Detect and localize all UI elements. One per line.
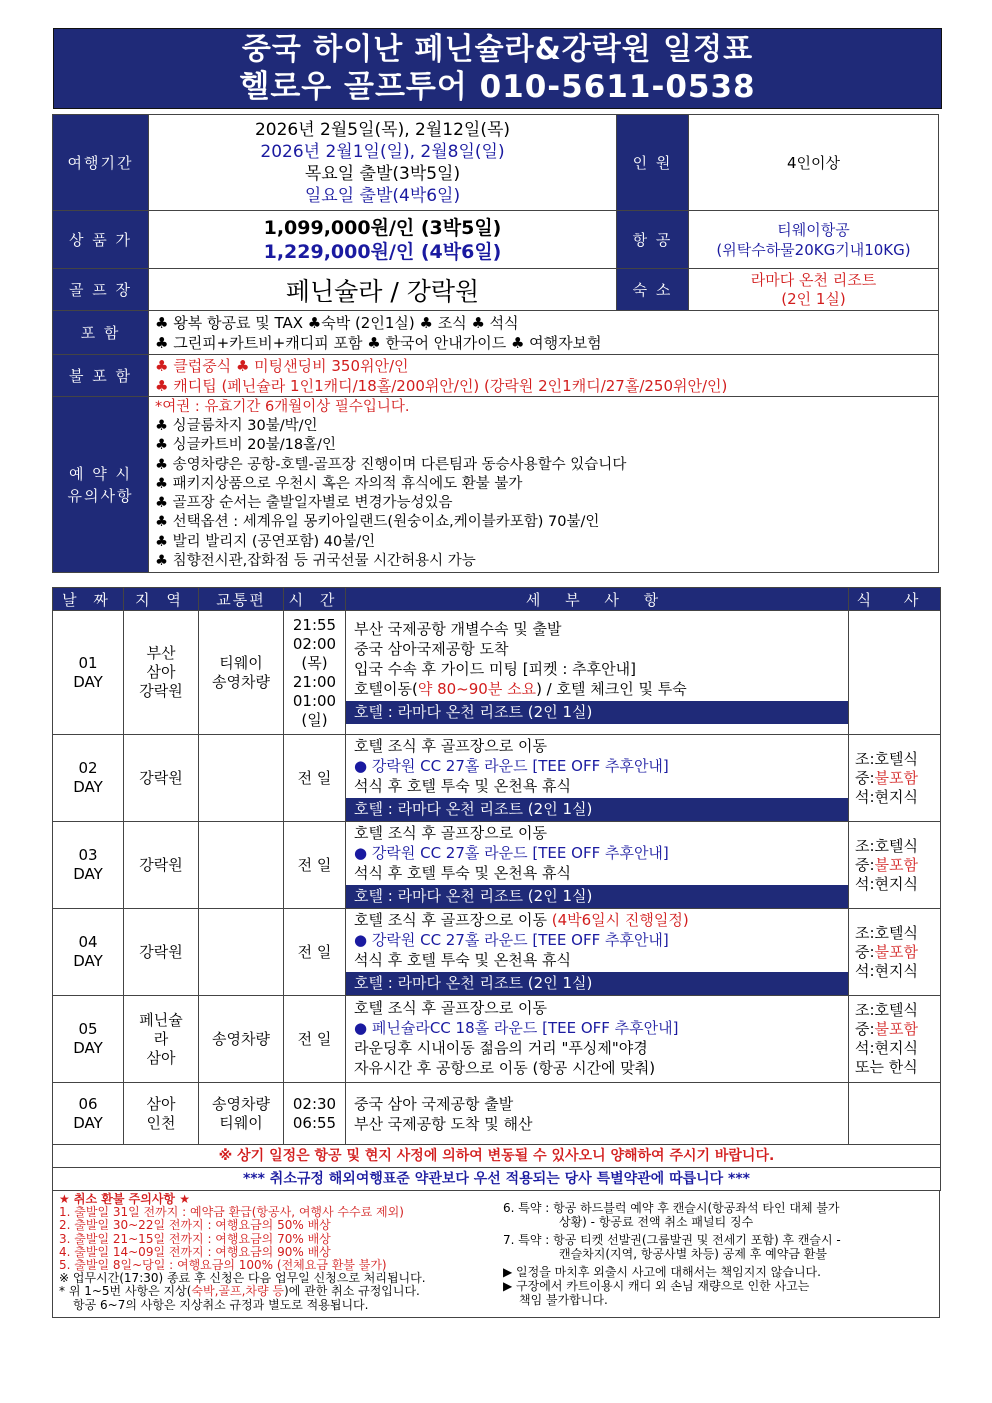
special-term: 책임 불가합니다. [519, 1293, 608, 1307]
hotel [689, 269, 939, 311]
detail-cell [346, 909, 849, 996]
note-item: ♣ 싱글카트비 20불/18홀/인 [155, 437, 336, 454]
note-item: ♣ 침향전시관,잡화점 등 귀국선물 시간허용시 가능 [155, 553, 476, 570]
table-row [53, 1083, 941, 1145]
day-cell: 02 DAY [53, 735, 124, 822]
detail-line: 자유시간 후 공항으로 이동 (항공 시간에 맞춰) [354, 1059, 656, 1077]
day-cell: 04 DAY [53, 909, 124, 996]
day-cell: 03 DAY [53, 822, 124, 909]
transport-cell [199, 735, 284, 822]
refund-title: ★ 취소 환불 주의사항 ★ [59, 1192, 190, 1206]
hotel-bar: 호텔 : 라마다 온천 리조트 (2인 1실) [346, 798, 848, 821]
schedule-table [52, 587, 941, 1191]
exclude-line-2: ♣ 캐디팁 (페닌슐라 1인1캐디/18홀/200위안/인) (강락원 2인1캐디/27홀/250위안/인) [155, 376, 728, 395]
detail-line: 중국 삼아 국제공항 출발 [354, 1094, 514, 1113]
col-details: 세 부 사 항 [346, 588, 849, 611]
transport-cell: 송영차량 [199, 996, 284, 1083]
schedule-change-notice: ※ 상기 일정은 항공 및 현지 사정에 의하여 변동될 수 있사오니 양해하여 주시기 바랍니다. [53, 1145, 941, 1168]
region-cell: 페닌슐 라 삼아 [124, 996, 199, 1083]
note-item: ♣ 발리 발리지 (공연포함) 40불/인 [155, 533, 376, 550]
time-cell: 21:55 02:00 (목) 21:00 01:00 (일) [284, 611, 346, 735]
note-item: ♣ 골프장 순서는 출발일자별로 변경가능성있음 [155, 495, 453, 512]
region-cell: 강락원 [124, 909, 199, 996]
special-term: 상황) - 항공료 전액 취소 패널티 징수 [559, 1215, 754, 1229]
refund-rule: 1. 출발일 31일 전까지 : 예약금 환급(항공사, 여행사 수수료 제외) [59, 1205, 404, 1220]
time-cell: 전 일 [284, 822, 346, 909]
meal-cell: 조:호텔식 중:불포함 석:현지식 [849, 822, 941, 909]
include-line-1: ♣ 왕복 항공료 및 TAX ♣숙박 (2인1실) ♣ 조식 ♣ 석식 [155, 313, 519, 332]
detail-cell [346, 996, 849, 1083]
detail-line: 호텔 조식 후 골프장으로 이동 [354, 999, 547, 1017]
meal-cell [849, 611, 941, 735]
title-banner [53, 28, 942, 109]
notes-label [53, 397, 149, 573]
region-cell: 강락원 [124, 822, 199, 909]
travel-period [149, 115, 617, 211]
hotel-room: (2인 1실) [781, 289, 846, 308]
table-row [53, 735, 941, 822]
time-cell: 전 일 [284, 996, 346, 1083]
note-item: ♣ 선택옵션 : 세계유일 몽키아일랜드(원숭이쇼,케이블카포함) 70불/인 [155, 514, 600, 531]
detail-line: ● 강락원 CC 27홀 라운드 [TEE OFF 추후안내] [354, 844, 669, 862]
people-label: 인 원 [617, 115, 689, 211]
period-label: 여행기간 [53, 115, 149, 211]
hotel-bar: 호텔 : 라마다 온천 리조트 (2인 1실) [346, 972, 848, 995]
exclude-label: 불 포 함 [53, 355, 149, 397]
notes-label-2: 유의사항 [67, 486, 134, 505]
include-label: 포 함 [53, 311, 149, 355]
col-meal: 식 사 [849, 588, 941, 611]
price-4n6d: 1,229,000원/인 (4박6일) [263, 240, 502, 263]
special-term: ▶ 일정을 마치후 외출시 사고에 대해서는 책임지지 않습니다. [503, 1265, 821, 1279]
meal-cell: 조:호텔식 중:불포함 석:현지식 [849, 735, 941, 822]
booking-notes [149, 397, 939, 573]
meal-cell: 조:호텔식 중:불포함 석:현지식 또는 한식 [849, 996, 941, 1083]
air-label: 항 공 [617, 211, 689, 269]
note-item: ♣ 송영차량은 공항-호텔-골프장 진행이며 다른팀과 동승사용할수 있습니다 [155, 456, 627, 473]
time-cell: 전 일 [284, 735, 346, 822]
table-row [53, 822, 941, 909]
detail-cell [346, 611, 849, 735]
meal-cell: 조:호텔식 중:불포함 석:현지식 [849, 909, 941, 996]
time-cell: 02:30 06:55 [284, 1083, 346, 1145]
detail-cell [346, 1083, 849, 1145]
detail-line: 중국 삼아국제공항 도착 [354, 640, 509, 658]
detail-cell [346, 735, 849, 822]
golf-courses: 페닌슐라 / 강락원 [149, 269, 617, 311]
special-term: 6. 특약 : 항공 하드블럭 예약 후 캔슬시(항공좌석 타인 대체 불가 [503, 1201, 840, 1215]
price [149, 211, 617, 269]
price-label: 상 품 가 [53, 211, 149, 269]
detail-line: 입국 수속 후 가이드 미팅 [피켓 : 추후안내] [354, 660, 636, 678]
detail-line: 부산 국제공항 도착 및 해산 [354, 1114, 533, 1133]
refund-rule: 5. 출발일 8일~당일 : 여행요금의 100% (전체요금 환불 불가) [59, 1258, 387, 1273]
detail-line: 석식 후 호텔 투숙 및 온천욕 휴식 [354, 951, 571, 969]
note-item: ♣ 싱글룸차지 30불/박/인 [155, 417, 318, 434]
info-table [52, 114, 939, 573]
table-row [53, 996, 941, 1083]
table-row [53, 611, 941, 735]
exclude-line-1: ♣ 클럽중식 ♣ 미팅샌딩비 350위안/인 [155, 356, 409, 375]
notes-label-1: 예 약 시 [68, 464, 132, 483]
table-row [53, 909, 941, 996]
airline [689, 211, 939, 269]
time-cell: 전 일 [284, 909, 346, 996]
golf-label: 골 프 장 [53, 269, 149, 311]
region-cell: 부산 삼아 강락원 [124, 611, 199, 735]
period-line-4: 일요일 출발(4박6일) [304, 185, 461, 206]
hotel-label: 숙 소 [617, 269, 689, 311]
hotel-bar: 호텔 : 라마다 온천 리조트 (2인 1실) [346, 885, 848, 908]
detail-line: ● 강락원 CC 27홀 라운드 [TEE OFF 추후안내] [354, 931, 669, 949]
region-cell: 강락원 [124, 735, 199, 822]
include-line-2: ♣ 그린피+카트비+캐디피 포함 ♣ 한국어 안내가이드 ♣ 여행자보험 [155, 333, 602, 352]
detail-line: 호텔 조식 후 골프장으로 이동 [354, 824, 547, 842]
col-transport: 교통편 [199, 588, 284, 611]
price-3n5d: 1,099,000원/인 (3박5일) [263, 216, 502, 239]
hotel-bar: 호텔 : 라마다 온천 리조트 (2인 1실) [346, 701, 848, 724]
cancellation-policy-notice: *** 취소규정 해외여행표준 약관보다 우선 적용되는 당사 특별약관에 따릅니다 *** [53, 1168, 941, 1191]
refund-rule: 2. 출발일 30~22일 전까지 : 여행요금의 50% 배상 [59, 1218, 331, 1233]
page-title: 중국 하이난 페닌슐라&강락원 일정표 [241, 32, 754, 67]
detail-line: 라운딩후 시내이동 젊음의 거리 "푸싱제"야경 [354, 1039, 648, 1057]
refund-rules [59, 1193, 499, 1312]
detail-line: 석식 후 호텔 투숙 및 온천욕 휴식 [354, 777, 571, 795]
note-item: ♣ 패키지상품으로 우천시 혹은 자의적 휴식에도 환불 불가 [155, 475, 523, 492]
transport-cell: 송영차량 티웨이 [199, 1083, 284, 1145]
day-cell: 01 DAY [53, 611, 124, 735]
period-line-3: 목요일 출발(3박5일) [304, 163, 461, 184]
refund-rule: 3. 출발일 21~15일 전까지 : 여행요금의 70% 배상 [59, 1231, 331, 1246]
hotel-name: 라마다 온천 리조트 [750, 270, 877, 289]
special-term: 7. 특약 : 항공 티켓 선발권(그룹발권 및 전세기 포함) 후 캔슬시 - [503, 1233, 841, 1247]
col-time: 시 간 [284, 588, 346, 611]
agency-contact: 헬로우 골프투어 010-5611-0538 [239, 69, 756, 105]
note-passport: *여권 : 유효기간 6개월이상 필수입니다. [155, 398, 410, 415]
special-terms [503, 1201, 933, 1307]
period-line-1: 2026년 2월5일(목), 2월12일(목) [254, 119, 511, 140]
transport-cell [199, 822, 284, 909]
detail-line: 호텔 조식 후 골프장으로 이동 [354, 737, 547, 755]
office-hours-note: ※ 업무시간(17:30) 종료 후 신청은 다음 업무일 신청으로 처리됩니다. [59, 1271, 426, 1286]
people-value: 4인이상 [689, 115, 939, 211]
day-cell: 06 DAY [53, 1083, 124, 1145]
day-cell: 05 DAY [53, 996, 124, 1083]
meal-cell [849, 1083, 941, 1145]
excluded-items [149, 355, 939, 397]
special-term: 캔슬차지(지역, 항공사별 차등) 공제 후 예약금 환불 [559, 1247, 827, 1261]
transport-cell: 티웨이 송영차량 [199, 611, 284, 735]
detail-line: 석식 후 호텔 투숙 및 온천욕 휴식 [354, 864, 571, 882]
col-date: 날 짜 [53, 588, 124, 611]
region-cell: 삼아 인천 [124, 1083, 199, 1145]
detail-line: ● 페닌슐라CC 18홀 라운드 [TEE OFF 추후안내] [354, 1019, 679, 1037]
transport-cell [199, 909, 284, 996]
refund-rule: 4. 출발일 14~09일 전까지 : 여행요금의 90% 배상 [59, 1244, 331, 1259]
included-items [149, 311, 939, 355]
detail-line: 호텔이동(약 80~90분 소요) / 호텔 체크인 및 투숙 [354, 680, 687, 698]
air-rule-note: 항공 6~7의 사항은 지상취소 규정과 별도로 적용됩니다. [73, 1297, 369, 1312]
airline-name: 티웨이항공 [777, 220, 850, 239]
baggage-allowance: (위탁수하물20KG기내10KG) [716, 240, 911, 259]
cancellation-terms [52, 1190, 940, 1318]
detail-line: 부산 국제공항 개별수속 및 출발 [354, 620, 562, 638]
period-line-2: 2026년 2월1일(일), 2월8일(일) [260, 141, 505, 162]
special-term: ▶ 구장에서 카트이용시 캐디 외 손님 재량으로 인한 사고는 [503, 1279, 810, 1293]
detail-line: ● 강락원 CC 27홀 라운드 [TEE OFF 추후안내] [354, 757, 669, 775]
detail-cell [346, 822, 849, 909]
local-rule-note: * 위 1~5번 사항은 지상(숙박,골프,차량 등)에 관한 취소 규정입니다. [59, 1284, 420, 1299]
col-region: 지 역 [124, 588, 199, 611]
detail-line: 호텔 조식 후 골프장으로 이동 (4박6일시 진행일정) [354, 911, 689, 929]
